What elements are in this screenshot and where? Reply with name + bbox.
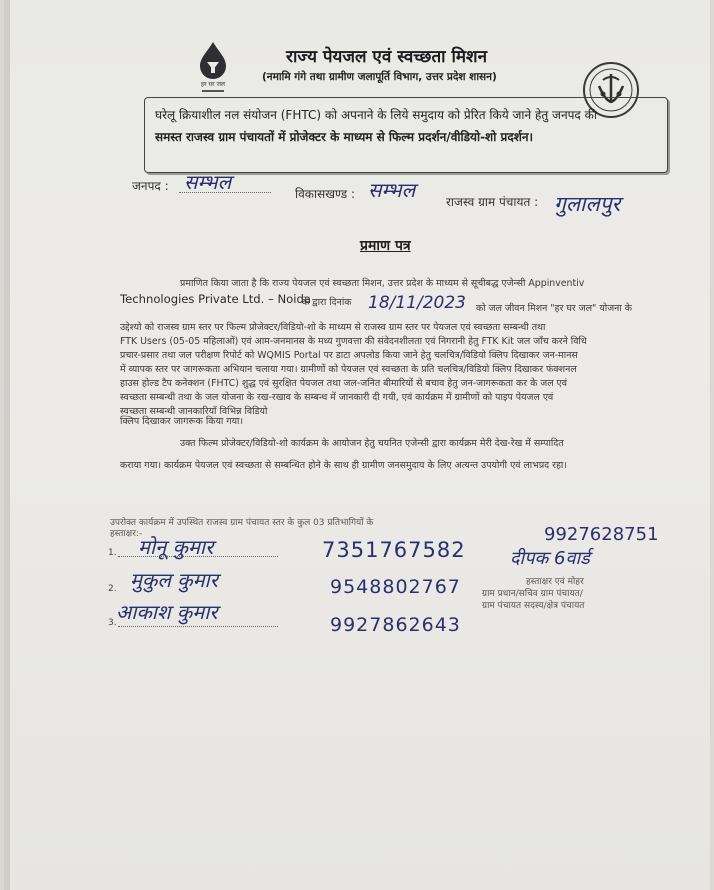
participant-phone-2: 9548802767 [330, 576, 461, 598]
certificate-heading: प्रमाण पत्र [360, 238, 411, 254]
participant-name-3: आकाश कुमार [116, 600, 218, 624]
participant-name-2: मुकुल कुमार [130, 568, 218, 592]
cert-line-2b: के द्वारा दिनांक [302, 297, 352, 308]
gram-panchayat-label: राजस्व ग्राम पंचायत : [446, 195, 539, 209]
janpad-value: सम्भल [184, 170, 232, 194]
janpad-label: जनपद : [132, 179, 169, 193]
mission-title: राज्य पेयजल एवं स्वच्छता मिशन [286, 47, 488, 67]
role-line-1: ग्राम प्रधान/सचिव ग्राम पंचायत/ [482, 589, 583, 599]
cert-line-5: प्रचार-प्रसार तथा जल परीक्षण रिपोर्ट को WQMIS Portal पर डाटा अपलोड किया जाने हेतु चलचित्र/विडियो क्लिप दिखाकर जन-मानस [120, 350, 578, 361]
department-subtitle: (नमामि गंगे तथा ग्रामीण जलापूर्ति विभाग, उत्तर प्रदेश शासन) [262, 71, 497, 83]
participant-phone-1: 7351767582 [322, 538, 466, 562]
participant-name-1: मोनू कुमार [138, 535, 214, 559]
cert-line-2c: को जल जीवन मिशन "हर घर जल" योजना के [476, 303, 632, 314]
participants-intro-2: हस्ताक्षर:- [110, 529, 143, 539]
programme-date: 18/11/2023 [368, 293, 466, 313]
cert-p2-line-2: कराया गया। कार्यक्रम पेयजल एवं स्वच्छता से सम्बन्धित होने के साथ ही ग्रामीण जनसमुदाय के लिए अत्यन्त उपयोगी एवं लाभप्रद रहा। [120, 460, 567, 471]
cert-line-10: क्लिप दिखाकर जागरूक किया गया। [120, 416, 244, 427]
cert-line-9: स्वच्छता सम्बन्धी जानकारियाँ विभिन्न विडियो [120, 406, 268, 417]
banner-line-2: समस्त राजस्व ग्राम पंचायतों में प्रोजेक्टर के माध्यम से फिल्म प्रदर्शन/वीडियो-शो प्रदर्शन। [155, 130, 534, 144]
programme-banner [144, 97, 668, 173]
vikaskhand-label: विकासखण्ड : [295, 187, 356, 201]
pradhan-signature: दीपक 6वार्ड [510, 548, 590, 569]
logo-caption: हर घर जल [201, 81, 225, 88]
banner-line-1: घरेलू क्रियाशील नल संयोजन (FHTC) को अपनाने के लिये समुदाय को प्रेरित किये जाने हेतु जनपद की [155, 108, 597, 122]
cert-line-2a: Technologies Private Ltd. – Noida [120, 292, 311, 306]
gram-panchayat-value: गुलालपुर [554, 192, 621, 216]
cert-line-7: हाउस होल्ड टैप कनेक्शन (FHTC) शुद्ध एवं सुरक्षित पेयजल तथा जल-जनित बीमारियों से बचाव हेतु जन-जागरूकता कर के जल एवं [120, 378, 567, 389]
cert-line-8: स्वच्छता सम्बन्धी तथा के जल योजना के रख-रखाव के सम्बन्ध में जानकारी दी गयी, एवं कार्यक्रम में ग्रामीणों को पाइप पेयजल एवं [120, 392, 554, 403]
cert-line-3: उद्देश्यो को राजस्व ग्राम स्तर पर फिल्म प्रोजेक्टर/विडियो-शो के माध्यम से राजस्व ग्राम स्तर पर पेयजल एवं स्वच्छता सम्बन्धी तथा [120, 322, 546, 333]
participant-num-1: 1. [108, 548, 117, 558]
paper-edge [4, 0, 10, 890]
role-line-2: ग्राम पंचायत सदस्य/क्षेत्र पंचायत [482, 601, 585, 611]
cert-line-6: में व्यापक स्तर पर जागरूकता अभियान चलाया गया। ग्रामीणों को पेयजल एवं स्वच्छता के प्रति चलचित्र/विडियो क्लिप दिखाकर फंक्शनल [120, 364, 577, 375]
participant-num-2: 2. [108, 584, 117, 594]
signature-line-3 [118, 626, 278, 627]
har-ghar-jal-logo-icon [192, 40, 234, 100]
participant-num-3: 3. [108, 618, 117, 628]
participants-intro: उपरोक्त कार्यक्रम में उपस्थित राजस्व ग्राम पंचायत स्तर के कुल 03 प्रतिभागियों के [110, 518, 374, 528]
cert-line-4: FTK Users (05-05 महिलाओं) एवं आम-जनमानस के मध्य गुणवत्ता की संवेदनशीलता एवं निगरानी हेतु FTK Kit जल जाँच करने विधि [120, 336, 587, 347]
cert-p2-line-1: उक्त फिल्म प्रोजेक्टर/विडियो-शो कार्यक्रम के आयोजन हेतु चयनित एजेन्सी द्वारा कार्यक्रम मेरी देख-रेख में सम्पादित [180, 438, 564, 449]
stamp-label: हस्ताक्षर एवं मोहर [526, 577, 584, 587]
vikaskhand-value: सम्भल [368, 178, 416, 202]
document-page [4, 0, 710, 890]
participant-phone-3: 9927862643 [330, 614, 461, 636]
pradhan-phone: 9927628751 [544, 524, 659, 545]
cert-line-1: प्रमाणित किया जाता है कि राज्य पेयजल एवं स्वच्छता मिशन, उत्तर प्रदेश के माध्यम से सूचीबद्ध एजेन्सी Appinventiv [180, 278, 585, 289]
janpad-line [179, 192, 271, 193]
